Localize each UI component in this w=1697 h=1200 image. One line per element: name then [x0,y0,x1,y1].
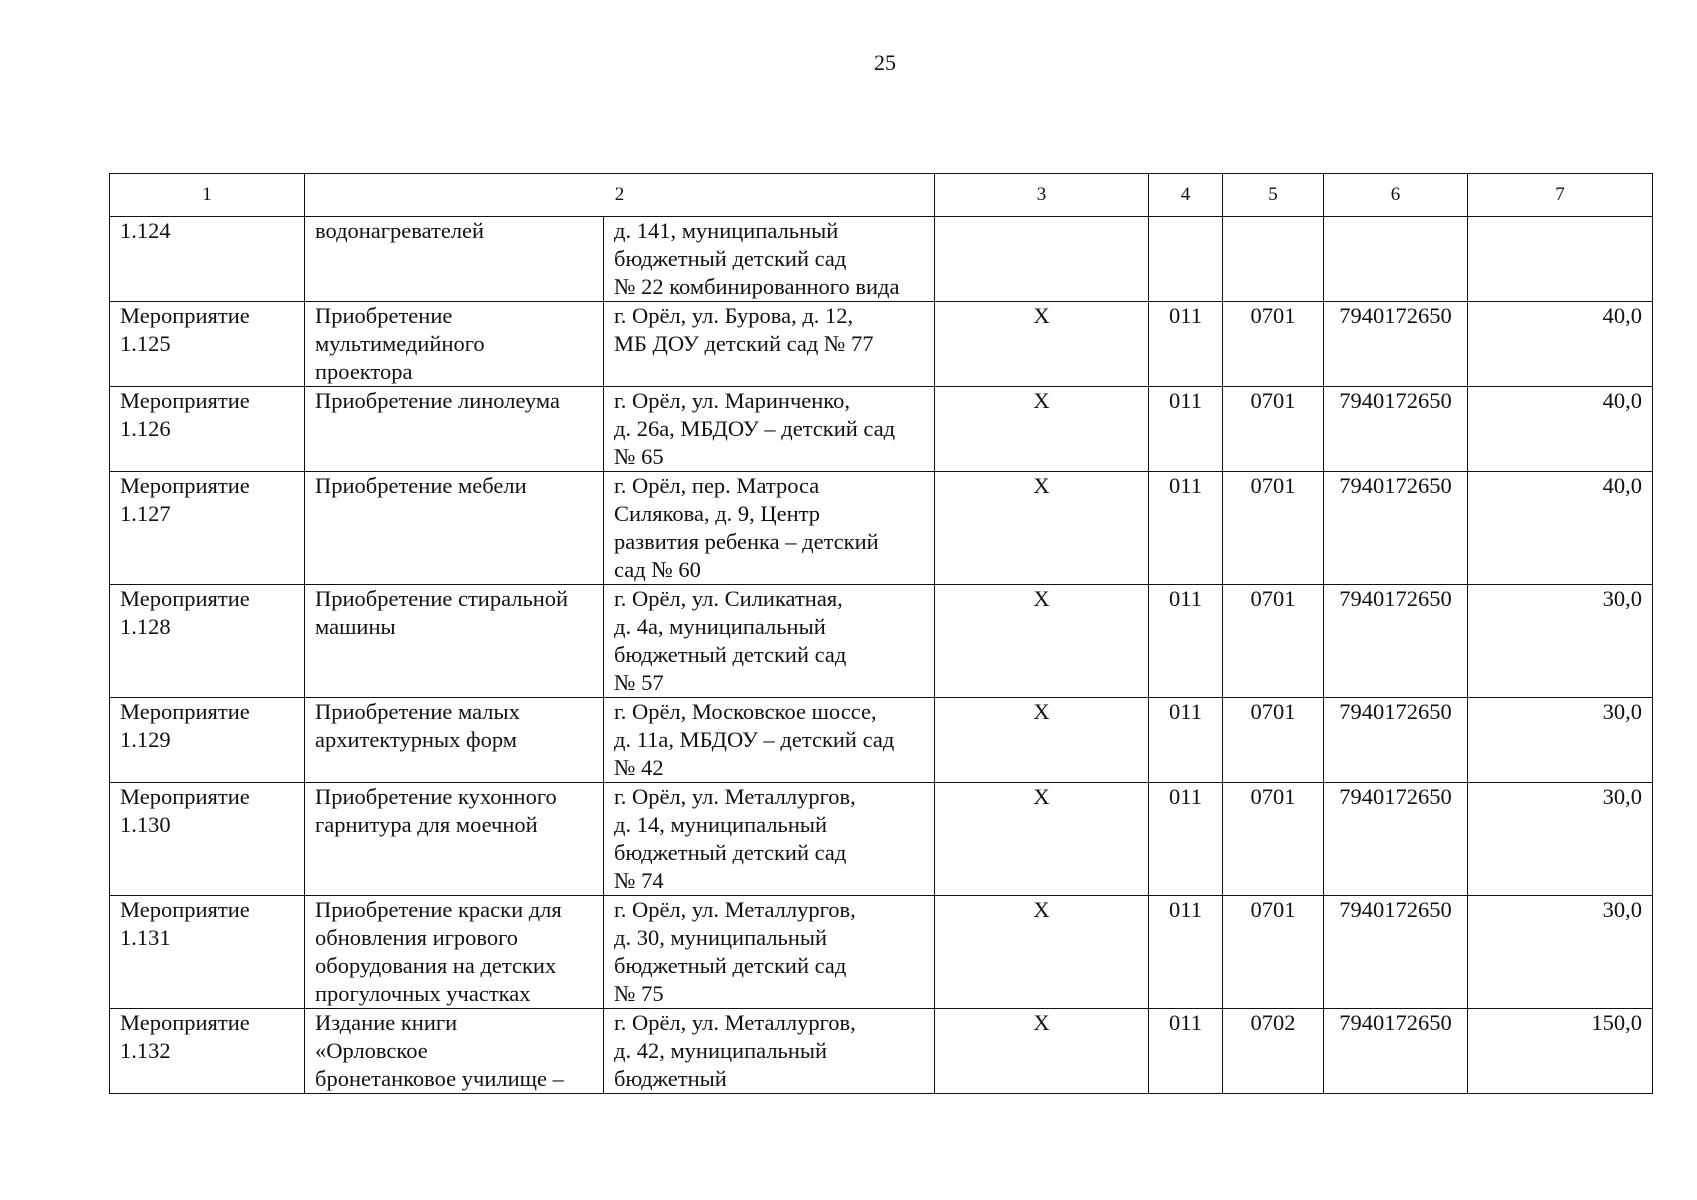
col5-cell: 0701 [1223,698,1324,783]
measure-id-cell: 1.124 [110,217,305,302]
col5-cell: 0702 [1223,1009,1324,1094]
header-cell: 3 [935,174,1149,217]
address-cell: г. Орёл, ул. Металлургов, д. 30, муниципальный бюджетный детский сад № 75 [604,896,935,1009]
header-cell: 6 [1324,174,1468,217]
col6-cell: 7940172650 [1324,472,1468,585]
col5-cell: 0701 [1223,302,1324,387]
measure-name-cell: Приобретение мебели [305,472,604,585]
address-cell: г. Орёл, ул. Маринченко, д. 26а, МБДОУ – детский сад № 65 [604,387,935,472]
address-cell: г. Орёл, ул. Силикатная, д. 4а, муниципальный бюджетный детский сад № 57 [604,585,935,698]
table-row [110,1009,1653,1094]
address-cell: д. 141, муниципальный бюджетный детский сад № 22 комбинированного вида [604,217,935,302]
col6-cell: 7940172650 [1324,896,1468,1009]
col4-cell: 011 [1149,302,1223,387]
col7-cell: 30,0 [1468,698,1653,783]
col4-cell: 011 [1149,698,1223,783]
measure-name-cell: водонагревателей [305,217,604,302]
col7-cell: 40,0 [1468,472,1653,585]
address-cell: г. Орёл, Московское шоссе, д. 11а, МБДОУ – детский сад № 42 [604,698,935,783]
col6-cell: 7940172650 [1324,302,1468,387]
col5-cell: 0701 [1223,387,1324,472]
measure-id-cell: Мероприятие 1.125 [110,302,305,387]
col4-cell: 011 [1149,472,1223,585]
col3-cell: X [935,783,1149,896]
col5-cell: 0701 [1223,896,1324,1009]
header-cell: 1 [110,174,305,217]
measure-id-cell: Мероприятие 1.130 [110,783,305,896]
col5-cell: 0701 [1223,783,1324,896]
measure-name-cell: Приобретение краски для обновления игрового оборудования на детских прогулочных участках [305,896,604,1009]
measure-id-cell: Мероприятие 1.129 [110,698,305,783]
col4-cell: 011 [1149,585,1223,698]
measure-id-cell: Мероприятие 1.131 [110,896,305,1009]
table-row [110,387,1653,472]
table-row [110,783,1653,896]
col5-cell: 0701 [1223,585,1324,698]
measure-id-cell: Мероприятие 1.128 [110,585,305,698]
measure-id-cell: Мероприятие 1.126 [110,387,305,472]
col6-cell: 7940172650 [1324,698,1468,783]
table-row [110,217,1653,302]
address-cell: г. Орёл, пер. Матроса Силякова, д. 9, Центр развития ребенка – детский сад № 60 [604,472,935,585]
col6-cell: 7940172650 [1324,585,1468,698]
table-row [110,585,1653,698]
col5-cell [1223,217,1324,302]
col4-cell: 011 [1149,387,1223,472]
col3-cell: X [935,302,1149,387]
col3-cell: X [935,698,1149,783]
col6-cell [1324,217,1468,302]
address-cell: г. Орёл, ул. Металлургов, д. 14, муниципальный бюджетный детский сад № 74 [604,783,935,896]
page-number: 25 [874,50,896,75]
col7-cell: 40,0 [1468,302,1653,387]
col3-cell: X [935,1009,1149,1094]
col7-cell: 30,0 [1468,585,1653,698]
col3-cell: X [935,585,1149,698]
header-cell: 7 [1468,174,1653,217]
col7-cell [1468,217,1653,302]
col3-cell: X [935,896,1149,1009]
table-row [110,698,1653,783]
budget-table [109,173,1653,1094]
measure-name-cell: Издание книги «Орловское бронетанковое училище – [305,1009,604,1094]
table-header-row [110,174,1653,217]
col3-cell [935,217,1149,302]
address-cell: г. Орёл, ул. Металлургов, д. 42, муниципальный бюджетный [604,1009,935,1094]
col4-cell: 011 [1149,783,1223,896]
measure-id-cell: Мероприятие 1.132 [110,1009,305,1094]
col4-cell: 011 [1149,896,1223,1009]
col7-cell: 40,0 [1468,387,1653,472]
address-cell: г. Орёл, ул. Бурова, д. 12, МБ ДОУ детский сад № 77 [604,302,935,387]
table-row [110,302,1653,387]
table-row [110,896,1653,1009]
col3-cell: X [935,472,1149,585]
measure-id-cell: Мероприятие 1.127 [110,472,305,585]
col3-cell: X [935,387,1149,472]
table-row [110,472,1653,585]
col6-cell: 7940172650 [1324,783,1468,896]
col5-cell: 0701 [1223,472,1324,585]
col4-cell: 011 [1149,1009,1223,1094]
header-cell: 2 [305,174,935,217]
col7-cell: 30,0 [1468,896,1653,1009]
header-cell: 5 [1223,174,1324,217]
col7-cell: 30,0 [1468,783,1653,896]
col6-cell: 7940172650 [1324,387,1468,472]
col4-cell [1149,217,1223,302]
col7-cell: 150,0 [1468,1009,1653,1094]
col6-cell: 7940172650 [1324,1009,1468,1094]
measure-name-cell: Приобретение малых архитектурных форм [305,698,604,783]
measure-name-cell: Приобретение мультимедийного проектора [305,302,604,387]
measure-name-cell: Приобретение линолеума [305,387,604,472]
header-cell: 4 [1149,174,1223,217]
measure-name-cell: Приобретение кухонного гарнитура для моечной [305,783,604,896]
measure-name-cell: Приобретение стиральной машины [305,585,604,698]
